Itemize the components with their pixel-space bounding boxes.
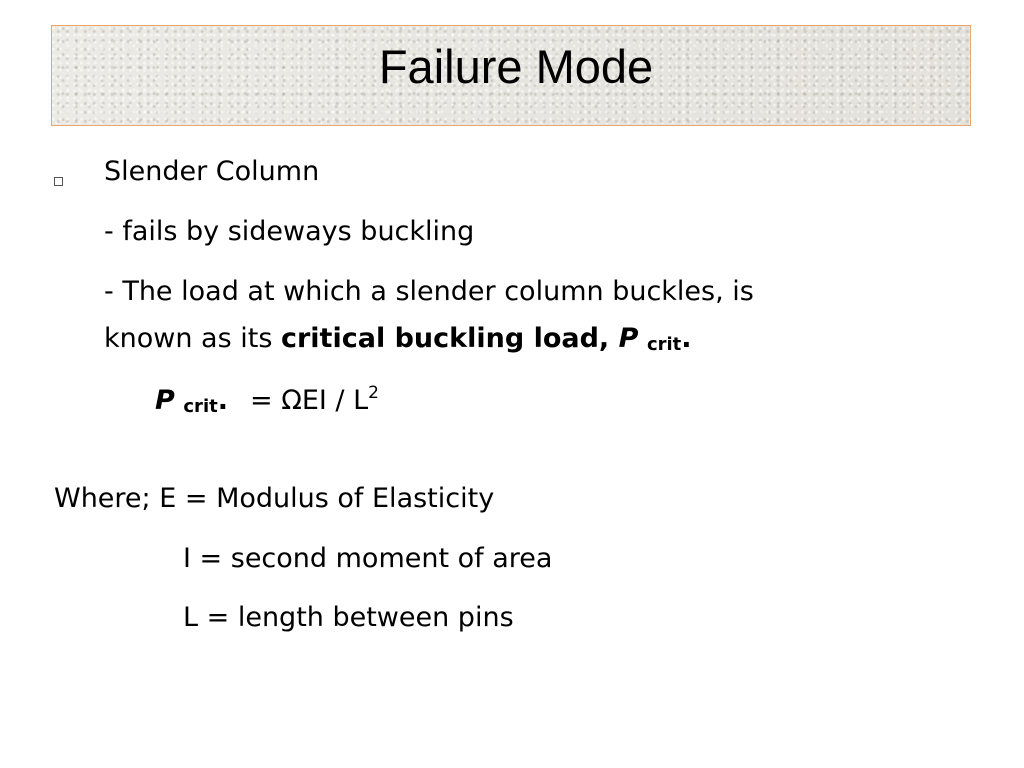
formula-exponent: 2 xyxy=(368,383,379,403)
formula-line xyxy=(155,383,379,418)
formula-rhs: = ΩEI / L xyxy=(249,385,369,416)
critical-suffix: . xyxy=(681,323,692,354)
definition-l: L = length between pins xyxy=(183,602,514,633)
bullet-line-fails: - fails by sideways buckling xyxy=(104,216,475,247)
definition-i: I = second moment of area xyxy=(183,543,553,574)
title-banner xyxy=(51,25,971,126)
formula-symbol: P xyxy=(155,385,175,416)
formula-dot: . xyxy=(217,385,228,416)
critical-bold: critical buckling load, xyxy=(280,323,619,354)
critical-symbol: P xyxy=(618,323,639,354)
square-bullet-icon xyxy=(54,177,63,186)
bullet-heading: Slender Column xyxy=(104,156,320,187)
definition-e: Where; E = Modulus of Elasticity xyxy=(54,483,495,514)
bullet-line-critical xyxy=(104,323,692,356)
formula-subscript: crit xyxy=(183,396,218,417)
bullet-line-load: - The load at which a slender column buckles, is xyxy=(104,276,754,307)
critical-subscript: crit xyxy=(646,334,682,355)
critical-prefix: known as its xyxy=(104,323,281,354)
slide-title: Failure Mode xyxy=(378,40,654,93)
